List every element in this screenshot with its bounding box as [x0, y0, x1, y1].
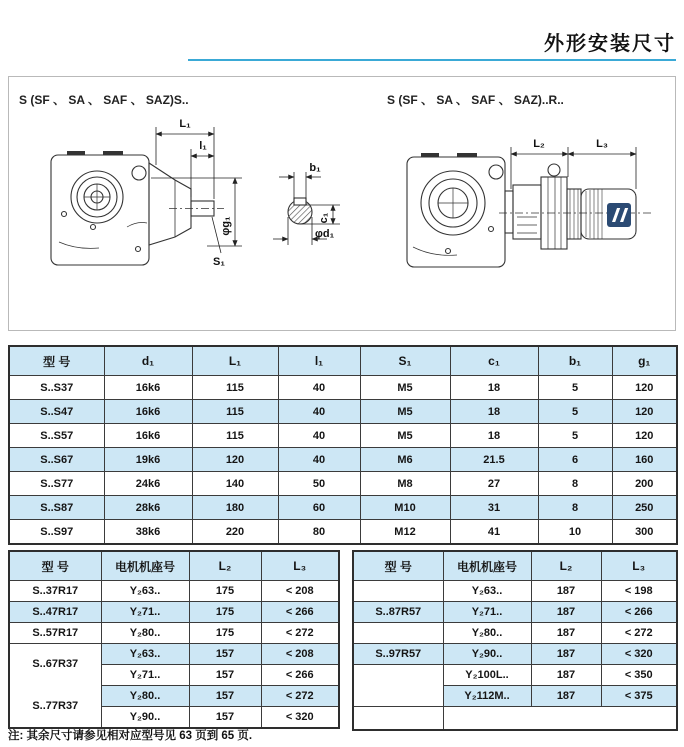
column-header-c1: c₁ [450, 346, 538, 376]
dim-label-g1: φg₁ [220, 216, 232, 236]
column-header-model: 型 号 [353, 551, 443, 581]
column-header-motor-frame: 电机机座号 [101, 551, 189, 581]
cell: M8 [360, 472, 450, 496]
cell: 16k6 [104, 376, 192, 400]
cell: 157 [189, 707, 261, 729]
cell-model [353, 623, 443, 644]
column-header-b1: b₁ [538, 346, 612, 376]
cell: 120 [612, 400, 677, 424]
header-row [9, 346, 677, 376]
cell: < 266 [261, 665, 339, 686]
cell: 16k6 [104, 400, 192, 424]
technical-drawing [9, 77, 675, 330]
cell: < 320 [261, 707, 339, 729]
cell-model: S..97R57 [353, 644, 443, 665]
cell-motor: Y₂63.. [101, 581, 189, 602]
motor-logo-badge [607, 203, 631, 227]
header-row [353, 551, 677, 581]
cell-model: S..S67 [9, 448, 104, 472]
column-header-L2: L₂ [531, 551, 601, 581]
column-header-L1: L₁ [192, 346, 278, 376]
cell-motor: Y₂71.. [101, 665, 189, 686]
cell: 175 [189, 623, 261, 644]
drawing-label-shaft-version: S (SF 、 SA 、 SAF 、 SAZ)S.. [19, 93, 189, 107]
table-row-empty [353, 707, 677, 731]
cell: < 272 [601, 623, 677, 644]
dim-label-c1: c₁ [318, 212, 330, 224]
cell: 18 [450, 376, 538, 400]
table-row [9, 520, 677, 545]
cell-model: S..S37 [9, 376, 104, 400]
dim-label-b1: b₁ [309, 162, 321, 174]
cell-empty [443, 707, 677, 731]
cell-model: S..S47 [9, 400, 104, 424]
cell-motor: Y₂112M.. [443, 686, 531, 707]
cell: 38k6 [104, 520, 192, 545]
cell: 50 [278, 472, 360, 496]
cell-motor: Y₂80.. [443, 623, 531, 644]
cell: M6 [360, 448, 450, 472]
cell: M12 [360, 520, 450, 545]
dim-label-L1: L₁ [179, 118, 191, 130]
table-row [353, 623, 677, 644]
table-row [9, 376, 677, 400]
cell: 40 [278, 448, 360, 472]
cell: < 266 [261, 602, 339, 623]
cell: 8 [538, 496, 612, 520]
cell-motor: Y₂63.. [443, 581, 531, 602]
cell: 18 [450, 424, 538, 448]
cell-model: S..67R37 [32, 658, 79, 671]
cell: 187 [531, 665, 601, 686]
dim-label-L3: L₃ [596, 138, 608, 150]
cell: 115 [192, 424, 278, 448]
column-header-L3: L₃ [601, 551, 677, 581]
drawing-panel [8, 76, 676, 331]
cell-model: S..87R57 [353, 602, 443, 623]
cell: 21.5 [450, 448, 538, 472]
cell: 140 [192, 472, 278, 496]
cell-motor: Y₂71.. [101, 602, 189, 623]
cell: 187 [531, 644, 601, 665]
table-row [353, 581, 677, 602]
cell: 180 [192, 496, 278, 520]
cell-model: S..37R17 [9, 581, 101, 602]
cell-model: S..S77 [9, 472, 104, 496]
shaft-section-detail [288, 198, 312, 224]
cell: 187 [531, 686, 601, 707]
table-row [9, 400, 677, 424]
cell: < 208 [261, 581, 339, 602]
cell: 16k6 [104, 424, 192, 448]
table-row [9, 581, 339, 602]
column-header-model: 型 号 [9, 551, 101, 581]
motor-table-right [352, 550, 678, 731]
cell-motor: Y₂63.. [101, 644, 189, 665]
table-row [9, 472, 677, 496]
cell: 250 [612, 496, 677, 520]
table-row [353, 602, 677, 623]
cell-motor: Y₂90.. [101, 707, 189, 729]
gearbox-side-view [51, 153, 224, 265]
dim-label-S1: S₁ [213, 256, 225, 268]
cell: 41 [450, 520, 538, 545]
cell-model: S..77R37 [32, 699, 79, 712]
table-row [9, 448, 677, 472]
cell: 187 [531, 581, 601, 602]
footnote: 注: 其余尺寸请参见相对应型号见 63 页到 65 页. [8, 730, 253, 742]
cell-model: S..S87 [9, 496, 104, 520]
cell: M5 [360, 400, 450, 424]
cell-model: S..S57 [9, 424, 104, 448]
right-drawing-dimensions [511, 147, 636, 189]
column-header-L3: L₃ [261, 551, 339, 581]
cell: 8 [538, 472, 612, 496]
cell: 80 [278, 520, 360, 545]
cell: 157 [189, 644, 261, 665]
cell: 40 [278, 424, 360, 448]
table-row [9, 496, 677, 520]
cell: 115 [192, 400, 278, 424]
cell-model [353, 665, 443, 707]
cell: < 208 [261, 644, 339, 665]
cell: 120 [612, 424, 677, 448]
motor-table-left [8, 550, 340, 729]
cell: 157 [189, 686, 261, 707]
cell: 157 [189, 665, 261, 686]
cell-model: S..S97 [9, 520, 104, 545]
cell-model: S..57R17 [9, 623, 101, 644]
cell-motor: Y₂100L.. [443, 665, 531, 686]
cell: 120 [612, 376, 677, 400]
cell: 27 [450, 472, 538, 496]
table-row [9, 644, 339, 665]
cell-model: S..47R17 [9, 602, 101, 623]
cell-motor: Y₂80.. [101, 623, 189, 644]
cell: 18 [450, 400, 538, 424]
table-row [353, 665, 677, 686]
column-header-L2: L₂ [189, 551, 261, 581]
drawing-label-motor-version: S (SF 、 SA 、 SAF 、 SAZ)..R.. [387, 93, 564, 107]
column-header-model: 型 号 [9, 346, 104, 376]
cell: < 272 [261, 686, 339, 707]
column-header-motor-frame: 电机机座号 [443, 551, 531, 581]
cell: 220 [192, 520, 278, 545]
dim-label-L2: L₂ [533, 138, 545, 150]
cell: M10 [360, 496, 450, 520]
cell: < 375 [601, 686, 677, 707]
cell: 200 [612, 472, 677, 496]
column-header-g1: g₁ [612, 346, 677, 376]
cell: 120 [192, 448, 278, 472]
cell: 40 [278, 376, 360, 400]
page-title: 外形安装尺寸 [544, 33, 676, 55]
cell-merged-models [9, 644, 101, 729]
column-header-S1: S₁ [360, 346, 450, 376]
cell: < 350 [601, 665, 677, 686]
cell: 5 [538, 424, 612, 448]
cell: 60 [278, 496, 360, 520]
cell-model [353, 581, 443, 602]
cell: 31 [450, 496, 538, 520]
cell-motor: Y₂90.. [443, 644, 531, 665]
cell: 5 [538, 400, 612, 424]
column-header-l1: l₁ [278, 346, 360, 376]
cell: 40 [278, 400, 360, 424]
cell: 187 [531, 623, 601, 644]
title-underline [188, 59, 676, 61]
dim-label-d1: φd₁ [315, 228, 335, 240]
cell: 187 [531, 602, 601, 623]
cell: 300 [612, 520, 677, 545]
cell: 175 [189, 581, 261, 602]
cell: M5 [360, 424, 450, 448]
cell: 115 [192, 376, 278, 400]
cell: 5 [538, 376, 612, 400]
cell: < 266 [601, 602, 677, 623]
cell: M5 [360, 376, 450, 400]
cell-motor: Y₂71.. [443, 602, 531, 623]
column-header-d1: d₁ [104, 346, 192, 376]
cell: 24k6 [104, 472, 192, 496]
table-row [9, 602, 339, 623]
cell: 6 [538, 448, 612, 472]
main-dimension-table [8, 345, 678, 545]
table-row [9, 623, 339, 644]
cell-model [353, 707, 443, 731]
cell: < 320 [601, 644, 677, 665]
cell-motor: Y₂80.. [101, 686, 189, 707]
dim-label-l1: l₁ [199, 140, 207, 152]
table-row [9, 424, 677, 448]
header-row [9, 551, 339, 581]
table-row [353, 644, 677, 665]
cell: 28k6 [104, 496, 192, 520]
cell: 175 [189, 602, 261, 623]
cell: < 198 [601, 581, 677, 602]
cell: 160 [612, 448, 677, 472]
cell: 19k6 [104, 448, 192, 472]
cell: < 272 [261, 623, 339, 644]
cell: 10 [538, 520, 612, 545]
